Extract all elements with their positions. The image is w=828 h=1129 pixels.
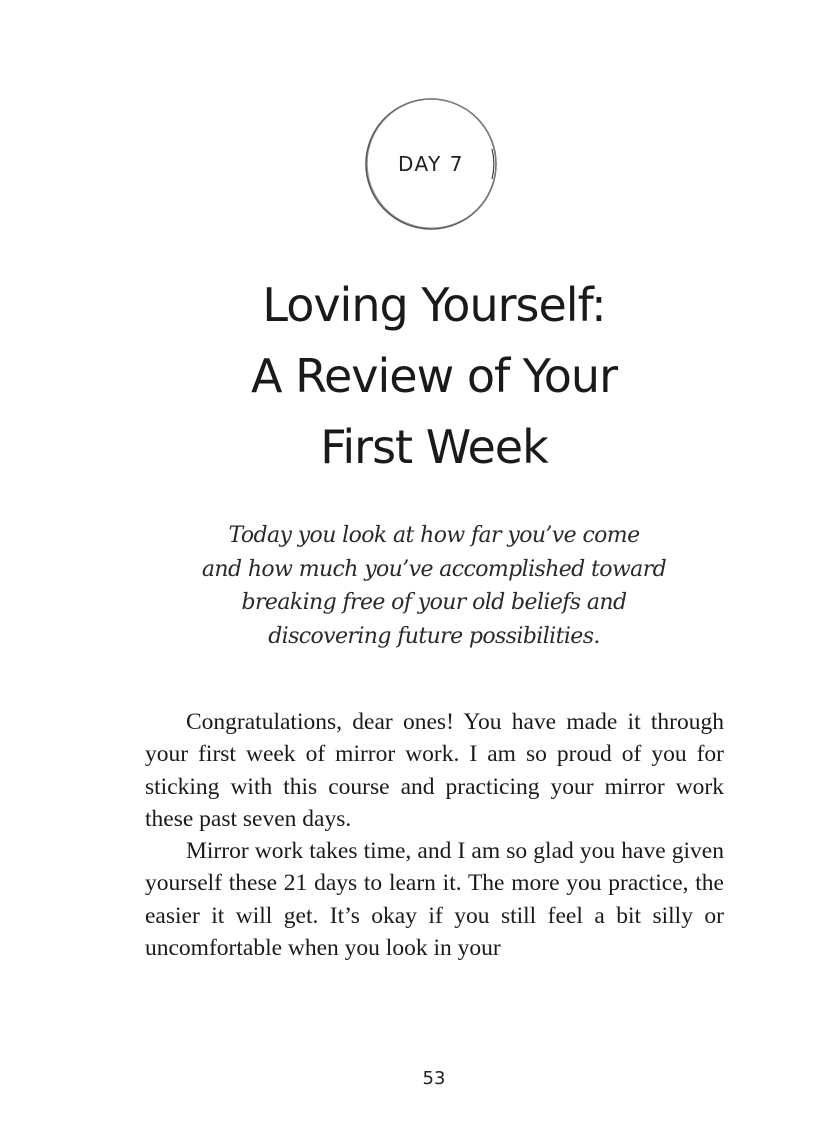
epigraph-line: Today you look at how far you’ve come xyxy=(228,523,640,548)
chapter-title-line: Loving Yourself: xyxy=(262,278,606,332)
chapter-title xyxy=(134,270,734,483)
page-number: 53 xyxy=(422,1068,446,1089)
day-label: DAY 7 xyxy=(398,152,464,176)
body-paragraph: Congratulations, dear ones! You have made it through your first week of mirror work. I am so proud of you for sticking with this course and practicing your mirror work these past seven days. xyxy=(145,709,724,832)
epigraph-line: and how much you’ve accomplished toward xyxy=(201,556,667,582)
body-paragraph: Mirror work takes time, and I am so glad you have given yourself these 21 days to learn it. The more you practice, the easier it will get. It’s okay if you still feel a bit silly or uncomfortable when you look in your xyxy=(145,838,724,962)
chapter-title-line: A Review of Your xyxy=(251,349,617,403)
day-badge xyxy=(364,97,498,231)
body-text xyxy=(145,706,724,964)
chapter-title-line: First Week xyxy=(320,420,548,474)
chapter-epigraph xyxy=(134,519,734,653)
epigraph-line: breaking free of your old beliefs and xyxy=(241,590,627,615)
epigraph-line: discovering future possibilities. xyxy=(268,623,600,649)
